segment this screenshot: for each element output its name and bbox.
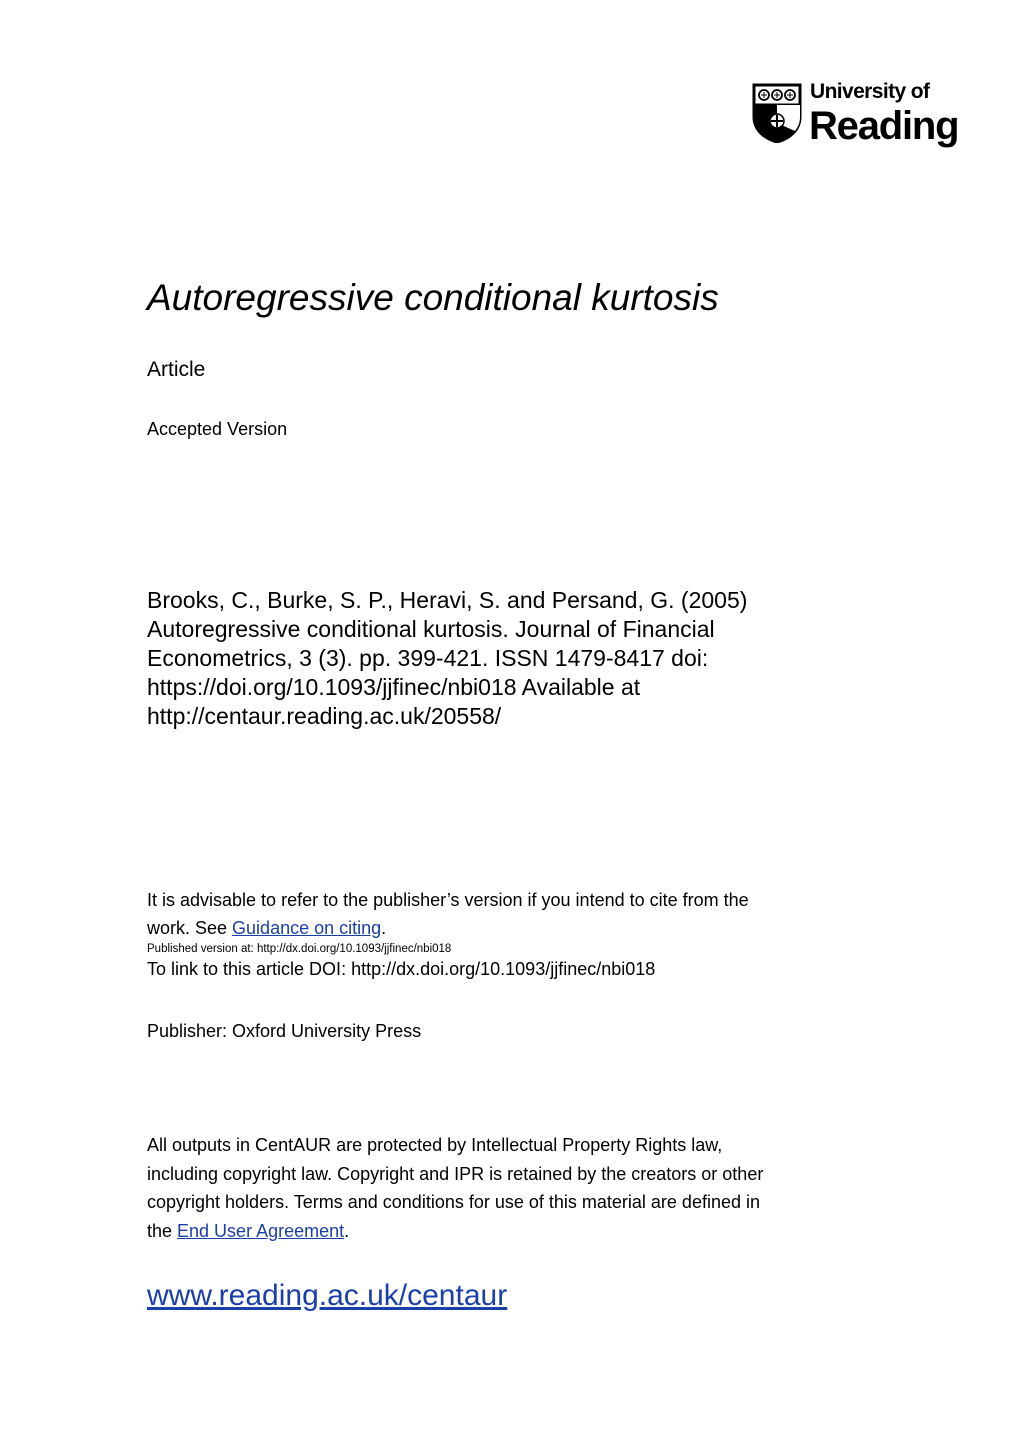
published-version-note: Published version at: http://dx.doi.org/10.1093/jjfinec/nbi018	[147, 943, 452, 955]
advisory-text: .	[381, 918, 387, 938]
rights-block	[147, 1131, 937, 1245]
guidance-on-citing-link[interactable]: Guidance on citing	[232, 918, 382, 938]
citation-line: Econometrics, 3 (3). pp. 399-421. ISSN 1479-8417 doi:	[147, 645, 709, 671]
crest-icon	[752, 83, 802, 143]
logo-line-university: University of	[810, 80, 930, 103]
advisory-block	[147, 886, 927, 981]
publisher-line: Publisher: Oxford University Press	[147, 1021, 422, 1041]
rights-line: including copyright law. Copyright and IPR is retained by the creators or other	[147, 1163, 764, 1184]
rights-line: copyright holders. Terms and conditions for use of this material are defined in	[147, 1192, 760, 1212]
logo-line-reading: Reading	[809, 104, 959, 148]
rights-text: the	[147, 1220, 178, 1241]
university-logo	[752, 80, 962, 150]
citation-line: Brooks, C., Burke, S. P., Heravi, S. and Persand, G. (2005)	[147, 587, 748, 613]
citation-line: Autoregressive conditional kurtosis. Journal of Financial	[147, 616, 715, 642]
page-title: Autoregressive conditional kurtosis	[147, 277, 719, 318]
advisory-line	[147, 914, 927, 942]
advisory-text: work. See	[147, 918, 233, 938]
advisory-line: It is advisable to refer to the publisher’s version if you intend to cite from the	[147, 890, 749, 910]
item-type: Article	[147, 358, 206, 381]
doi-line: To link to this article DOI: http://dx.doi.org/10.1093/jjfinec/nbi018	[147, 959, 656, 979]
end-user-agreement-link[interactable]: End User Agreement	[177, 1220, 345, 1241]
citation-line: http://centaur.reading.ac.uk/20558/	[147, 703, 502, 729]
centaur-url-link[interactable]: www.reading.ac.uk/centaur	[147, 1279, 508, 1312]
citation-block	[147, 586, 927, 731]
rights-line	[147, 1217, 937, 1246]
citation-line: https://doi.org/10.1093/jjfinec/nbi018 Available at	[147, 674, 641, 700]
rights-text: .	[344, 1220, 350, 1241]
version-label: Accepted Version	[147, 419, 288, 439]
rights-line: All outputs in CentAUR are protected by Intellectual Property Rights law,	[147, 1135, 723, 1155]
